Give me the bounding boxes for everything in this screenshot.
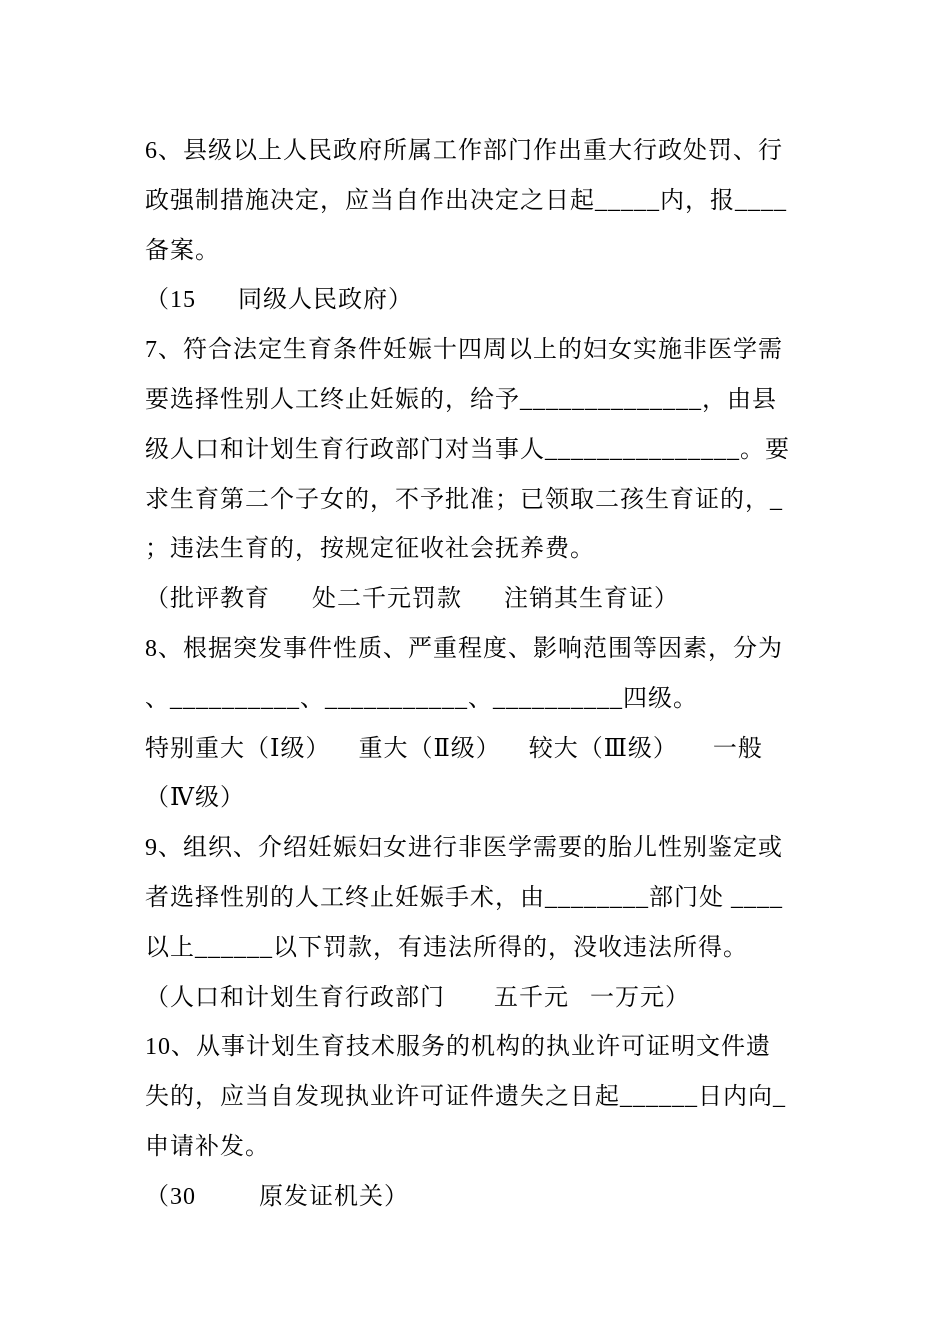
question-8: [145, 625, 845, 824]
question-6: [145, 127, 845, 326]
question-line: 、__________、___________、__________四级。: [145, 685, 698, 712]
answer-line: （30 原发证机关）: [145, 1183, 409, 1210]
question-line: 求生育第二个子女的，不予批准；已领取二孩生育证的，_: [145, 486, 783, 513]
question-line: 8、根据突发事件性质、严重程度、影响范围等因素，分为: [145, 635, 783, 662]
question-line: 失的，应当自发现执业许可证件遗失之日起______日内向_: [145, 1084, 786, 1111]
question-line: 以上______以下罚款，有违法所得的，没收违法所得。: [145, 934, 748, 961]
question-line: 政强制措施决定，应当自作出决定之日起_____内，报____: [145, 187, 787, 214]
question-line: 备案。: [145, 237, 220, 264]
answer-line: （人口和计划生育行政部门 五千元 一万元）: [145, 984, 690, 1011]
question-10: [145, 1023, 845, 1222]
question-7: [145, 326, 845, 625]
question-line: 者选择性别的人工终止妊娠手术，由________部门处 ____: [145, 884, 783, 911]
question-line: 申请补发。: [145, 1133, 270, 1160]
question-line: 6、县级以上人民政府所属工作部门作出重大行政处罚、行: [145, 138, 783, 164]
question-line: 10、从事计划生育技术服务的机构的执业许可证明文件遗: [145, 1034, 771, 1061]
question-line: 9、组织、介绍妊娠妇女进行非医学需要的胎儿性别鉴定或: [145, 835, 783, 862]
question-9: [145, 824, 845, 1023]
question-line: ；违法生育的，按规定征收社会抚养费。: [145, 536, 595, 563]
answer-line: （15 同级人民政府）: [145, 287, 413, 314]
question-line: 级人口和计划生育行政部门对当事人_______________。要: [145, 436, 790, 463]
answer-line: （批评教育 处二千元罚款 注销其生育证）: [145, 586, 679, 613]
document-page: [145, 127, 845, 1223]
answer-line: 特别重大（Ⅰ级） 重大（Ⅱ级） 较大（Ⅲ级） 一般: [145, 735, 763, 762]
answer-line: （Ⅳ级）: [145, 785, 245, 812]
question-line: 要选择性别人工终止妊娠的，给予______________，由县: [145, 386, 777, 413]
question-line: 7、符合法定生育条件妊娠十四周以上的妇女实施非医学需: [145, 337, 783, 364]
